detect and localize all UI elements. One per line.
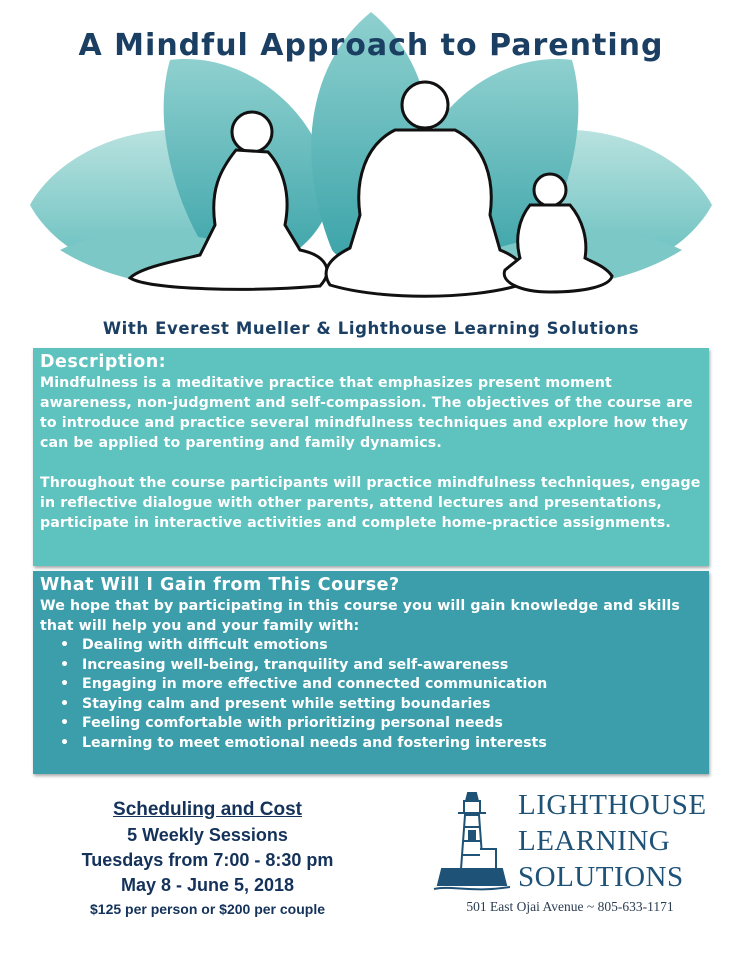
- flyer-subtitle: With Everest Mueller & Lighthouse Learning Solutions: [102, 319, 640, 338]
- gain-intro: We hope that by participating in this course you will gain knowledge and skills that will help you and your family with:: [40, 598, 680, 634]
- logo-text-line-2: LEARNING: [518, 825, 671, 857]
- list-item: • Increasing well-being, tranquility and self-awareness: [60, 656, 701, 676]
- schedule-time: Tuesdays from 7:00 - 8:30 pm: [81, 850, 334, 870]
- logo-text-line-1: LIGHTHOUSE: [518, 789, 707, 821]
- address-line: 501 East Ojai Avenue ~ 805-633-1171: [466, 899, 674, 914]
- schedule-heading: Scheduling and Cost: [113, 799, 302, 820]
- schedule-section: [40, 797, 375, 920]
- list-item: • Dealing with difficult emotions: [60, 636, 701, 656]
- description-paragraph-1: Mindfulness is a meditative practice that emphasizes present moment awareness, non-judgment and self-compassion. The objectives of the course are to introduce and practice several mindfulness techniques and explore how they can be applied to parenting and family dynamics.: [40, 375, 693, 451]
- flyer-title: A Mindful Approach to Parenting: [78, 28, 664, 63]
- lighthouse-icon: [432, 789, 512, 901]
- description-heading: Description:: [40, 352, 167, 372]
- description-panel: [33, 348, 709, 566]
- list-item: • Feeling comfortable with prioritizing personal needs: [60, 714, 701, 734]
- gain-panel: [33, 571, 709, 774]
- logo-text-line-3: SOLUTIONS: [518, 861, 684, 893]
- list-item: • Engaging in more effective and connected communication: [60, 675, 701, 695]
- description-paragraph-2: Throughout the course participants will practice mindfulness techniques, engage in reflective dialogue with other parents, attend lectures and presentations, participate in interactive activities and complete home-practice assignments.: [40, 475, 701, 531]
- gain-list: [40, 636, 701, 753]
- list-item: • Staying calm and present while setting boundaries: [60, 695, 701, 715]
- gain-heading: What Will I Gain from This Course?: [40, 575, 400, 595]
- schedule-dates: May 8 - June 5, 2018: [120, 875, 295, 895]
- schedule-sessions: 5 Weekly Sessions: [127, 825, 288, 845]
- list-item: • Learning to meet emotional needs and fostering interests: [60, 734, 701, 754]
- schedule-cost: $125 per person or $200 per couple: [90, 901, 325, 917]
